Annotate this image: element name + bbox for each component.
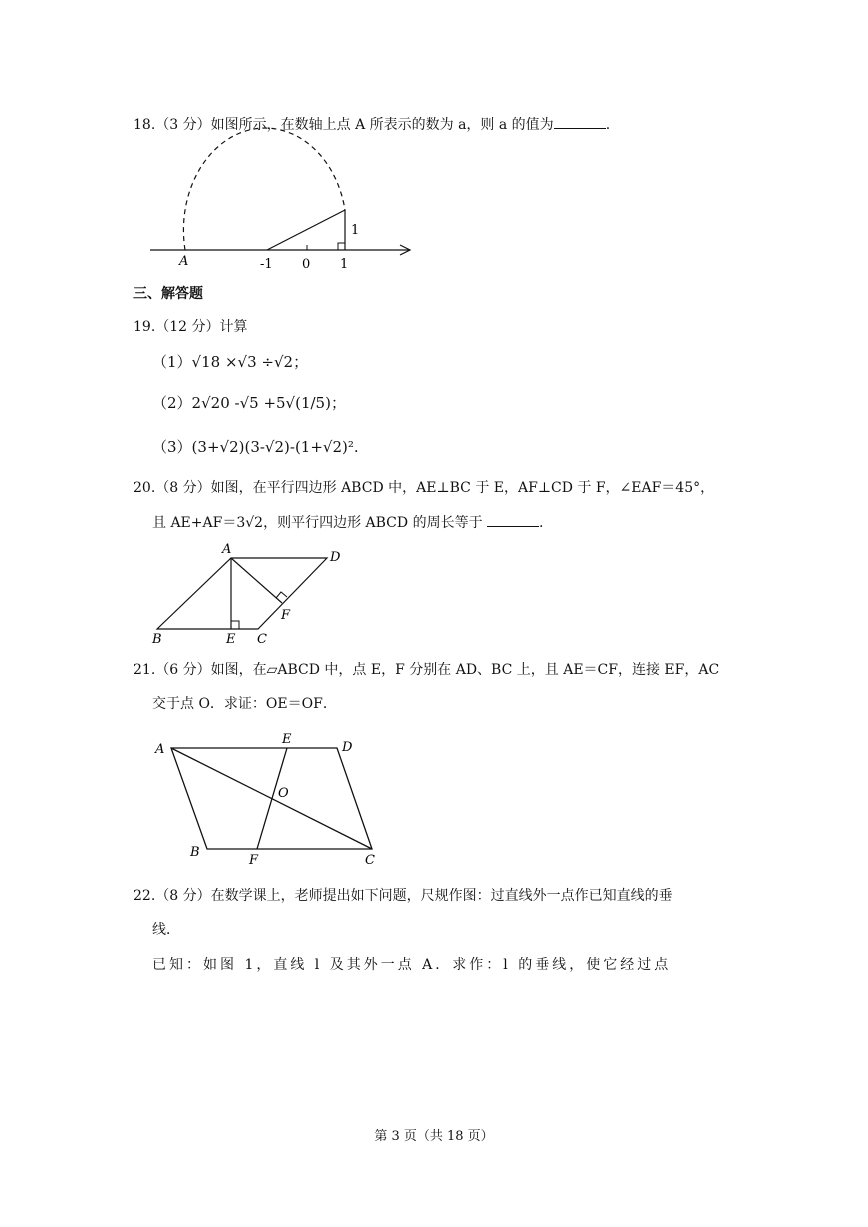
q22-score: （8 分）	[155, 888, 211, 904]
q19-part2-text: （2）2√20 -√5 +5√(1/5)；	[152, 394, 346, 412]
q20-text1: 如图，在平行四边形 ABCD 中，AE⊥BC 于 E，AF⊥CD 于 F，∠EAF＝45°，	[210, 480, 715, 496]
q22-number: 22.	[133, 888, 156, 904]
q20-text2: 且 AE+AF＝3√2，则平行四边形 ABCD 的周长等于	[152, 515, 483, 531]
q20-end: .	[539, 515, 544, 531]
q19-text: 计算	[219, 319, 248, 335]
q20-label-d: D	[330, 550, 341, 565]
q18-label-zero: 0	[302, 257, 311, 272]
q21-label-c: C	[365, 853, 375, 868]
q22-text3: 已知：如图 1，直线 l 及其外一点 A．求作：l 的垂线，使它经过点	[152, 957, 672, 973]
q18-label-one: 1	[340, 257, 349, 272]
q20-score: （8 分）	[155, 480, 211, 496]
q18-label-height: 1	[351, 223, 360, 238]
q18-text: 如图所示，在数轴上点 A 所表示的数为 a，则 a 的值为	[210, 117, 554, 133]
q20-label-b: B	[152, 632, 162, 647]
section-title: 三、解答题	[133, 286, 203, 302]
q22-line1	[133, 886, 673, 906]
q20-number: 20.	[133, 480, 156, 496]
q22-line3	[152, 955, 671, 975]
q22-text2: 线．	[152, 922, 180, 938]
q20-label-f: F	[281, 608, 291, 623]
q18-label-minus-one: -1	[260, 257, 273, 272]
q19-score: （12 分）	[155, 319, 220, 335]
q21-number: 21.	[133, 662, 156, 678]
q21-label-e: E	[282, 732, 292, 747]
q20-label-a: A	[222, 542, 232, 557]
q21-label-o: O	[278, 786, 289, 801]
q20-label-c: C	[257, 632, 267, 647]
q21-label-d: D	[342, 740, 353, 755]
q21-score: （6 分）	[155, 662, 211, 678]
q21-label-a: A	[155, 742, 165, 757]
q22-line2	[152, 920, 180, 940]
page-footer: 第 3 页（共 18 页）	[374, 1129, 494, 1144]
q19-number: 19.	[133, 319, 156, 335]
q18-number: 18.	[133, 117, 156, 133]
q18-end: .	[605, 117, 611, 133]
q20-label-e: E	[226, 632, 236, 647]
q21-label-b: B	[190, 845, 200, 860]
q22-text1: 在数学课上，老师提出如下问题，尺规作图：过直线外一点作已知直线的垂	[210, 888, 673, 904]
q18-label-a: A	[179, 254, 189, 269]
q19-part1-text: （1）√18 ×√3 ÷√2；	[152, 353, 309, 371]
q18-score: （3 分）	[155, 117, 211, 133]
q21-text2: 交于点 O．求证：OE＝OF．	[152, 696, 337, 712]
q21-text1: 如图，在▱ABCD 中，点 E，F 分别在 AD、BC 上，且 AE＝CF，连接 EF，AC	[210, 662, 720, 678]
q21-label-f: F	[249, 853, 259, 868]
q19-part3-text: （3）(3+√2)(3-√2)-(1+√2)².	[152, 438, 359, 456]
